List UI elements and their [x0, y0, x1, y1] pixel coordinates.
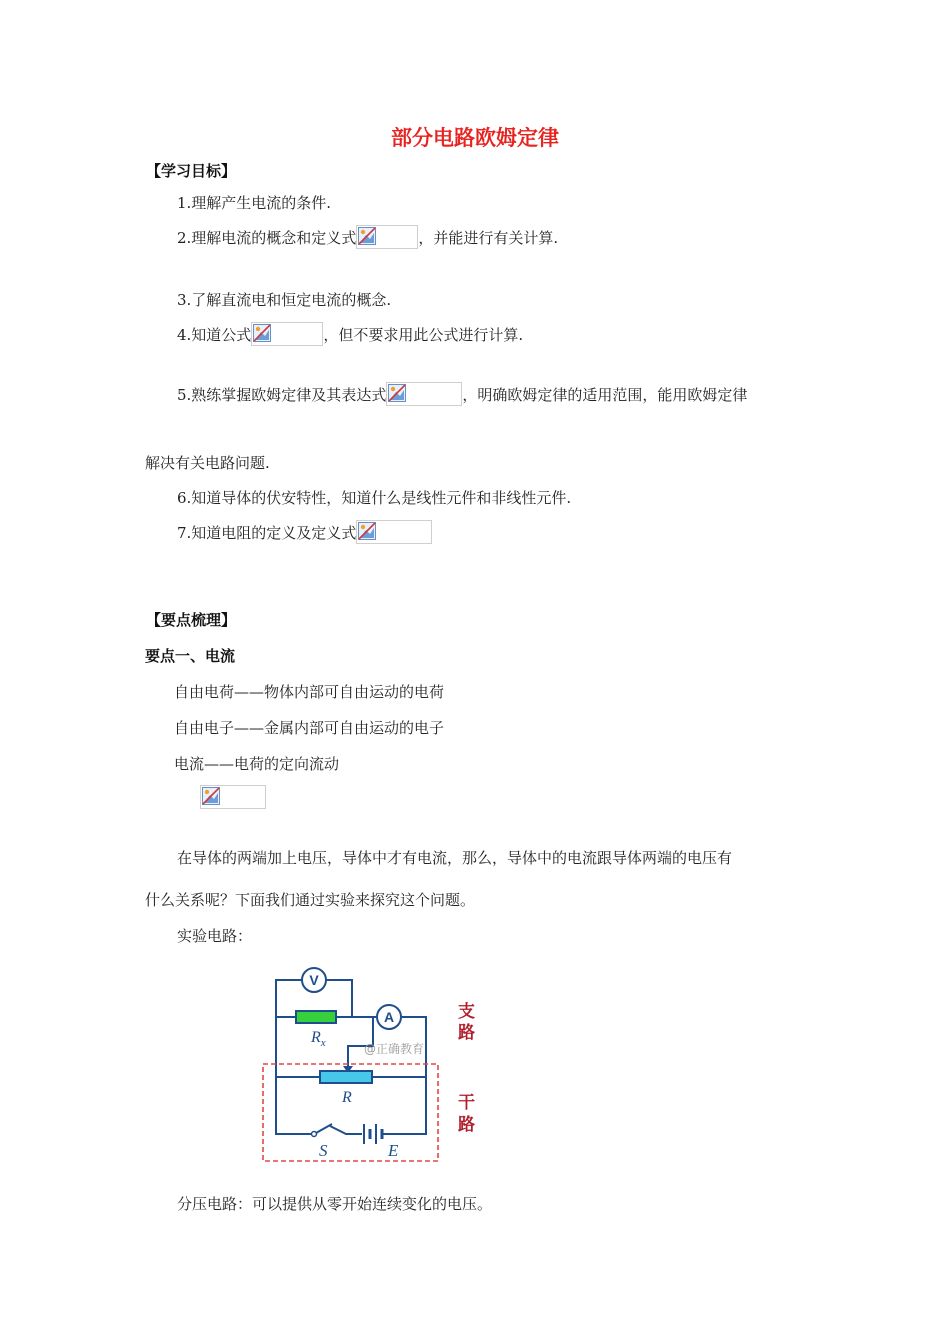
rheostat-label: R [342, 1089, 352, 1106]
objective-1: 1.理解产生电流的条件. [177, 194, 332, 212]
circuit-diagram [258, 962, 488, 1172]
objective-2 [177, 225, 558, 249]
objective-5-text: 5.熟练掌握欧姆定律及其表达式 [177, 385, 387, 404]
rx-label: $R_x$ [311, 1029, 326, 1049]
objective-2-text: 2.理解电流的概念和定义式 [177, 228, 357, 247]
objective-7 [177, 520, 432, 544]
battery-label: E [388, 1141, 399, 1160]
page-title: 部分电路欧姆定律 [391, 126, 559, 150]
circuit-caption: 实验电路： [177, 927, 253, 945]
objective-5 [177, 382, 747, 406]
objective-4 [177, 322, 523, 346]
key-points-heading: 【要点梳理】 [146, 611, 237, 629]
circuit-wires [276, 980, 426, 1134]
broken-image-icon [358, 522, 376, 540]
formula-image [356, 520, 432, 544]
broken-image-icon [253, 324, 271, 342]
branch-label-2: 路 [458, 1023, 475, 1043]
switch-label: S [319, 1141, 328, 1160]
objective-4-text: 4.知道公式 [177, 325, 252, 344]
formula-image [386, 382, 462, 406]
voltmeter-label: V [309, 972, 319, 988]
objective-2-text-after: ，并能进行有关计算. [418, 228, 559, 247]
definition-free-charge: 自由电荷——物体内部可自由运动的电荷 [174, 683, 445, 701]
formula-image [251, 322, 323, 346]
objective-5-text-after: ，明确欧姆定律的适用范围，能用欧姆定律 [462, 385, 748, 404]
objective-5-continued: 解决有关电路问题. [145, 454, 270, 472]
resistor-rx [296, 1011, 336, 1023]
formula-image [200, 785, 266, 809]
definition-free-electron: 自由电子——金属内部可自由运动的电子 [174, 719, 445, 737]
objective-3: 3.了解直流电和恒定电流的概念. [177, 291, 392, 309]
ammeter-label: A [383, 1009, 395, 1025]
paragraph-line-1: 在导体的两端加上电压，导体中才有电流，那么，导体中的电流跟导体两端的电压有 [177, 849, 733, 867]
objective-6: 6.知道导体的伏安特性，知道什么是线性元件和非线性元件. [177, 489, 572, 507]
paragraph-line-2: 什么关系呢？下面我们通过实验来探究这个问题。 [145, 891, 476, 909]
objective-4-text-after: ，但不要求用此公式进行计算. [323, 325, 524, 344]
switch-lever [316, 1124, 332, 1133]
rheostat [320, 1071, 372, 1083]
definition-current: 电流——电荷的定向流动 [174, 755, 340, 773]
battery-icon [364, 1124, 382, 1144]
broken-image-icon [358, 227, 376, 245]
divider-circuit-note: 分压电路：可以提供从零开始连续变化的电压。 [177, 1195, 493, 1213]
broken-image-icon [388, 384, 406, 402]
main-label-2: 路 [458, 1115, 475, 1135]
broken-image-icon [202, 787, 220, 805]
objectives-heading: 【学习目标】 [146, 162, 237, 180]
watermark-text: @正确教育 [364, 1042, 425, 1056]
main-label-1: 干 [458, 1093, 475, 1113]
key-point-1-heading: 要点一、电流 [145, 647, 236, 665]
branch-label-1: 支 [458, 1002, 475, 1022]
formula-image [356, 225, 418, 249]
objective-7-text: 7.知道电阻的定义及定义式 [177, 523, 357, 542]
